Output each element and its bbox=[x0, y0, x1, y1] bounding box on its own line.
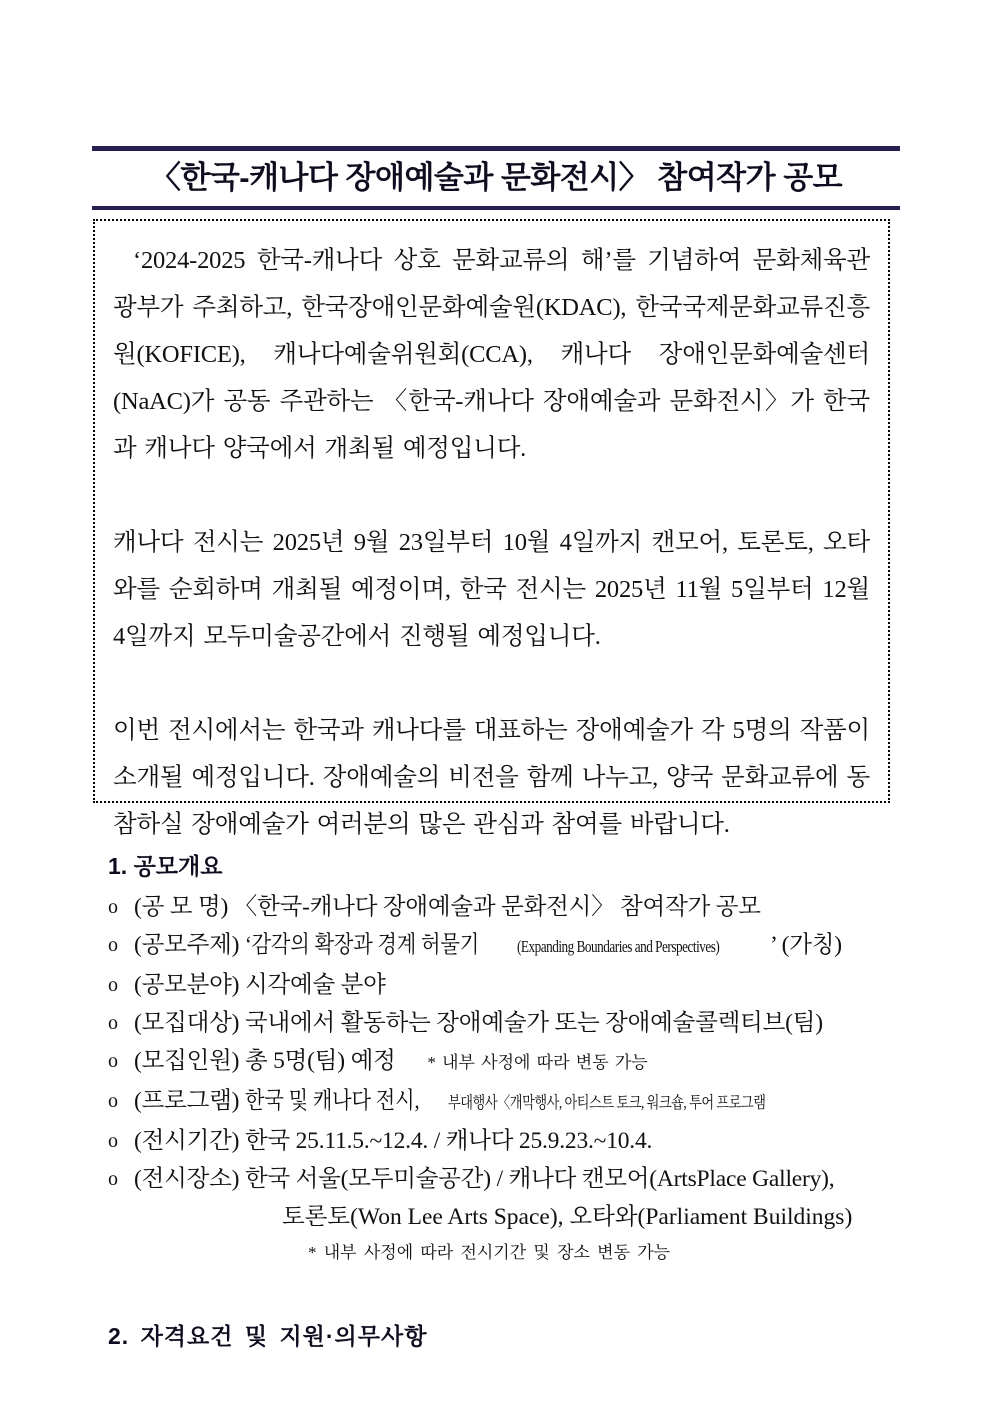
list-item-value-subevents: 부대행사〈개막행사, 아티스트 토크, 워크숍, 투어 프로그램 bbox=[447, 1092, 766, 1112]
list-item-value: 한국 서울(모두미술공간) / 캐나다 캔모어(ArtsPlace Gallery), bbox=[244, 1165, 835, 1192]
list-item bbox=[108, 1042, 938, 1082]
list-item-text bbox=[134, 1160, 938, 1198]
bullet-marker: o bbox=[108, 1049, 118, 1072]
title-rule-bottom bbox=[92, 206, 900, 210]
list-item-text bbox=[134, 888, 938, 926]
bullet-marker: o bbox=[108, 1011, 118, 1034]
bullet-marker: o bbox=[108, 895, 118, 918]
list-item-value: 한국 25.11.5.~12.4. / 캐나다 25.9.23.~10.4. bbox=[244, 1127, 653, 1154]
bullet-marker: o bbox=[108, 1089, 118, 1112]
list-item-label: (모집인원) bbox=[134, 1047, 240, 1074]
list-item-text bbox=[134, 966, 938, 1004]
list-item-value: 〈한국-캐나다 장애예술과 문화전시〉 참여작가 공모 bbox=[233, 893, 761, 920]
list-item-note: * 내부 사정에 따라 전시기간 및 장소 변동 가능 bbox=[308, 1242, 671, 1262]
list-item-text bbox=[134, 926, 938, 966]
title-block bbox=[92, 146, 900, 210]
section-자격요건 bbox=[108, 1322, 938, 1358]
bullet-marker: o bbox=[108, 1167, 118, 1190]
list-item-note: * 내부 사정에 따라 변동 가능 bbox=[427, 1052, 648, 1072]
bullet-marker: o bbox=[108, 1129, 118, 1152]
list-item-label: (모집대상) bbox=[134, 1009, 240, 1036]
list-item-value-tail: ’ (가칭) bbox=[770, 931, 842, 958]
intro-box bbox=[93, 219, 890, 838]
list-item bbox=[108, 1082, 938, 1122]
list-item-label: (프로그램) bbox=[134, 1087, 240, 1114]
list-item-value-line2: 토론토(Won Lee Arts Space), 오타와(Parliament Buildings) bbox=[282, 1203, 853, 1230]
list-item-value-english: (Expanding Boundaries and Perspectives) bbox=[517, 936, 720, 956]
intro-paragraph-3: 이번 전시에서는 한국과 캐나다를 대표하는 장애예술가 각 5명의 작품이 소개될 예정입니다. 장애예술의 비전을 함께 나누고, 양국 문화교류에 동참하실 장애예술가 여러분의 많은 관심과 참여를 바랍니다. bbox=[113, 717, 870, 838]
list-item bbox=[108, 1122, 938, 1160]
list-item bbox=[108, 1160, 938, 1198]
list-item-text bbox=[134, 1082, 938, 1122]
list-item-label: (공모분야) bbox=[134, 971, 240, 998]
list-item-label: (전시기간) bbox=[134, 1127, 240, 1154]
list-item bbox=[108, 926, 938, 966]
intro-paragraph-1: ‘2024-2025 한국-캐나다 상호 문화교류의 해’를 기념하여 문화체육관광부가 주최하고, 한국장애인문화예술원(KDAC), 한국국제문화교류진흥원(KOFICE), 캐나다예술위원회(CCA), 캐나다 장애인문화예술센터(NaAC)가 공동 주관하는 〈한국-캐나다 장애예술과 문화전시〉가 한국과 캐나다 양국에서 개최될 예정입니다. bbox=[113, 247, 870, 462]
intro-spacer-2 bbox=[113, 660, 870, 707]
intro-paragraph-2: 캐나다 전시는 2025년 9월 23일부터 10월 4일까지 캔모어, 토론토, 오타와를 순회하며 개최될 예정이며, 한국 전시는 2025년 11월 5일부터 12월 4일까지 모두미술공간에서 진행될 예정입니다. bbox=[113, 529, 870, 650]
list-item-value: 국내에서 활동하는 장애예술가 또는 장애예술콜렉티브(팀) bbox=[244, 1009, 823, 1036]
bullet-marker: o bbox=[108, 933, 118, 956]
list-item-text bbox=[134, 1042, 938, 1082]
section-2-heading: 2. 자격요건 및 지원·의무사항 bbox=[108, 1323, 428, 1349]
list-item-text bbox=[134, 1122, 938, 1160]
list-item bbox=[108, 888, 938, 926]
section-공모개요 bbox=[108, 852, 938, 1270]
list-item-value: 시각예술 분야 bbox=[244, 971, 386, 998]
list-item-value: 총 5명(팀) 예정 bbox=[244, 1047, 396, 1074]
list-item-value-korean: ‘감각의 확장과 경계 허물기 bbox=[244, 931, 480, 958]
list-item-text bbox=[134, 1004, 938, 1042]
page-title: 〈한국-캐나다 장애예술과 문화전시〉 참여작가 공모 bbox=[149, 160, 843, 195]
list-item bbox=[108, 966, 938, 1004]
list-item bbox=[108, 1004, 938, 1042]
list-item-label: (공모주제) bbox=[134, 931, 240, 958]
section-1-heading: 1. 공모개요 bbox=[108, 853, 223, 879]
list-item-value: 한국 및 캐나다 전시, bbox=[244, 1087, 420, 1114]
list-item-label: (전시장소) bbox=[134, 1165, 240, 1192]
list-item-label: (공 모 명) bbox=[134, 893, 229, 920]
intro-spacer-1 bbox=[113, 472, 870, 519]
bullet-marker: o bbox=[108, 973, 118, 996]
